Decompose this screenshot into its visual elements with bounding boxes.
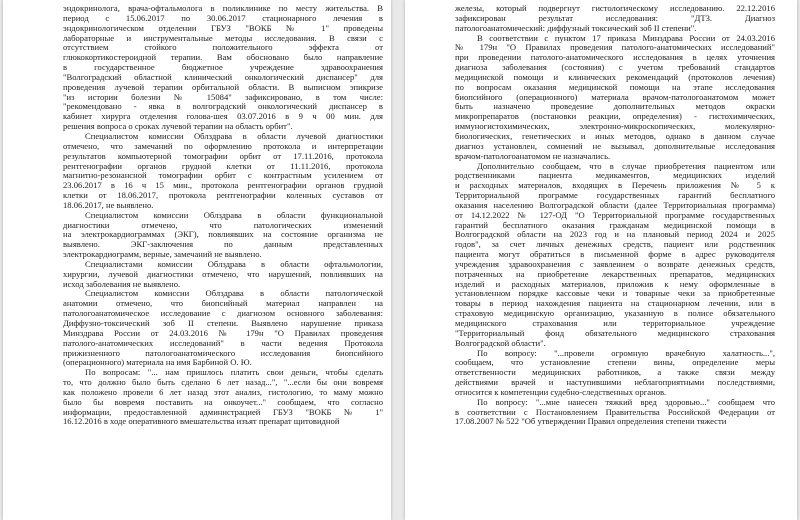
text-line: (операционного) материала на имя Барбиной О. Ю. [63,358,252,368]
text-line: По вопросам: "... нам пришлось платить свои деньги, чтобы сделать [85,368,383,378]
text-line: прижизненного патологоанатомического исследования биопсийного [63,348,383,358]
text-line: Диффузно-токсический зоб II степени. Выявлено нарушение приказа [63,319,383,328]
text-line: патологоанатомический: диффузный токсический зоб II степени". [455,23,697,33]
text-line: железы, который подвергнут гистологическому исследованию. 22.12.2016 [455,4,775,13]
text-line: диагноз установлен, сомнений не вызывал, дополнительные исследования [455,141,775,151]
text-line: зафиксирован результат исследования: "ДТЗ. Диагноз [455,13,775,23]
text-line: то, что должно было быть сделано 6 лет назад...", "...если бы они вовремя [63,378,383,388]
text-line: патологоанатомическое исследование с диагнозом основного заболевания: [63,309,383,319]
text-line: хирургии, лучевой диагностики отмечено, что нарушений, повлиявших на [63,269,383,279]
text-line: результатов компьютерной томографии орбит от 17.11.2016, протокола [63,151,383,161]
text-line: анатомии отмечено, что биопсийный материал направлен на [63,299,383,309]
text-line: сообщаем, что установление степени вины, определение меры [455,358,775,368]
text-line: родственниками пациента медикаментов, медицинских изделий [455,171,775,181]
text-line: 17.08.2007 № 522 "Об утверждении Правил определения степени тяжести [455,417,727,427]
text-line: быть назначено проведение дополнительных методов окраски [455,102,775,112]
text-line: от 14.12.2022 № 127-ОД "О Территориальной программе государственных [455,210,775,220]
text-line: диагностики отмечено, что патологических изменений [63,220,383,230]
text-line: 18.06.2017, не выявлено. [63,200,154,210]
text-line: при проведении патолого-анатомического исследования в целях уточнения [455,53,775,63]
text-line: биопсийного (операционного) материала врачом-патологоанатомом может [455,92,775,102]
text-line: "рекомендовано - явка в волгоградский онкологический диспансер в [63,102,383,112]
text-line: ответственности медицинских работников, а также связи между [455,368,775,378]
text-line: Специалистом комиссии Облздрава в области патологической [85,289,383,299]
text-line: № 179н "О Правилах проведения патолого-анатомических исследований" [455,43,775,53]
text-line: В соответствии с пунктом 17 приказа Минздрава России от 24.03.2016 [477,33,775,43]
text-line: По вопросу: "...мне нанесен тяжкий вред здоровью..." сообщаем что [477,397,775,407]
text-line: по вопросам оказания медицинской помощи на этапе исследования [455,82,775,92]
text-line: "из истории болезни № 15084" зафиксировано, в том числе: [63,92,383,102]
text-line: установленном порядке кассовые чеки и товарные чеки за приобретенные [455,289,775,299]
text-line: отсутствием стойкого положительного эффекта от [63,43,383,53]
text-line: глюкокортикостероидной терапии. Вам обосновано было направление [63,53,383,63]
text-line: в государственное бюджетное учреждение здравоохранения [63,63,383,73]
right-page-text [455,4,775,427]
text-line: как положено провели 6 лет назад этот анализ, гистологию, то маму можно [63,387,383,397]
text-line: медицинской помощи и клинических рекомендаций (протоколов лечения) [455,72,775,82]
text-line: оказания населению Волгоградской области (далее Территориальная программа) [455,200,775,210]
text-line: изделий и расходных материалов, приложив к нему оформленные в [455,279,775,289]
text-line: потраченных на приобретение лекарственных препаратов, медицинских [455,269,775,279]
text-line: магнитно-резонансной томографии орбит с контрастным усилением от [63,171,383,181]
text-line: на электрокардиограммах (ЭКГ), повлиявших на состояние организма не [63,230,383,240]
text-line: отмечено, что замечаний по оформлению протокола и интерпретации [63,141,383,151]
text-line: Дополнительно сообщаем, что в случае приобретения пациентом или [477,161,775,171]
text-line: Минздрава России от 24.03.2016 № 179н "О Правилах проведения [63,328,383,338]
text-line: Волгоградской области на 2023 год и на плановый период 2024 и 2025 [455,230,775,240]
text-line: Специалистом комиссии Облздрава в области функциональной [85,210,383,220]
text-line: диагноза заболевания (состояния) с учетом требований стандартов [455,63,775,73]
text-line: выявлено. ЭКГ-заключения по данным представленных [63,240,383,250]
text-line: решения вопроса о сроках лучевой терапии на область орбит". [63,122,293,132]
right-document-page [405,0,797,520]
text-line: "Территориальный фонд обязательного медицинского страхования [455,328,775,338]
text-line: пациента могут обратиться в письменной форме в адрес руководителя [455,250,775,260]
text-line: 23.06.2017 в 16 ч 15 мин., протокола рентгенографии органов грудной [63,181,383,191]
text-line: Специалистами комиссии Облздрава в области офтальмологии, [85,259,383,269]
text-line: медицинского страхования или территориальное учреждение [455,319,775,328]
text-line: иммуногистохимических, электронно-микроскопических, молекулярно- [455,122,775,132]
text-line: патолого-анатомических исследований" в части ведения Протокола [63,338,383,348]
text-line: эндокринолога, врача-офтальмолога в поликлинике по месту жительства. В [63,4,383,13]
text-line: относится к компетенции судебно-следственных органов. [455,387,667,397]
text-line: "Волгоградский областной клинический онкологический диспансер" для [63,72,383,82]
text-line: было бы вовремя поставить на онкоучет..." сообщаем, что согласно [63,397,383,407]
text-line: рентгенографии органов грудной клетки от 11.11.2016, протокола [63,161,383,171]
text-line: электрокардиограмм, верные, замечаний не выявлено. [63,250,262,260]
text-line: 16.12.2016 в ходе оперативного вмешательства изъят препарат щитовидной [63,417,340,427]
text-line: лабораторные и инструментальные методы исследования. В связи с [63,33,383,43]
text-line: Территориальной программе государственных гарантий бесплатного [455,191,775,201]
text-line: Волгоградской области". [455,338,546,348]
text-line: кабинет хирурга отделения голова-шея 03.07.2016 в 9 ч 00 мин. для [63,112,383,122]
text-line: эндокринологическом отделении ГБУЗ "ВОКБ № 1" проведены [63,23,383,33]
text-line: врачом-патологоанатомом не назначались. [455,151,611,161]
left-page-text [63,4,383,427]
text-line: информации, предоставленной администрацией ГБУЗ "ВОКБ № 1" [63,407,383,417]
text-line: клетки от 18.06.2017, протокола рентгенографии коленных суставов от [63,191,383,201]
text-line: учреждения здравоохранения с заявлением о возврате денежных средств, [455,259,775,269]
text-line: проведения лучевой терапии орбитальной области. В выписном эпикризе [63,82,383,92]
text-line: По вопросу: "...провели огромную врачебную халатность...", [477,348,775,358]
text-line: гарантий бесплатного оказания гражданам медицинской помощи в [455,220,775,230]
text-line: в соответствии с Постановлением Правительства Российской Федерации от [455,407,775,417]
text-line: страховую медицинскую организацию, указанную в полисе обязательного [455,309,775,319]
text-line: период с 15.06.2017 по 30.06.2017 стационарного лечения в [63,13,383,23]
text-line: годов", за счет личных денежных средств, пациент или родственник [455,240,775,250]
text-line: товары в период нахождения пациента на стационарном лечении, или в [455,299,775,309]
text-line: действиями врачей и наступившими неблагоприятными последствиями, [455,378,775,388]
text-line: и расходных материалов, входящих в Перечень приложения № 5 к [455,181,775,191]
left-document-page [3,0,391,520]
text-line: биологических, генетических и иных методов, однако в данном случае [455,131,775,141]
text-line: исход заболевания не выявлено. [63,279,181,289]
text-line: Специалистом комиссии Облздрава в области лучевой диагностики [85,131,383,141]
text-line: микропрепаратов (постановки реакции, определения) - гистохимических, [455,112,775,122]
